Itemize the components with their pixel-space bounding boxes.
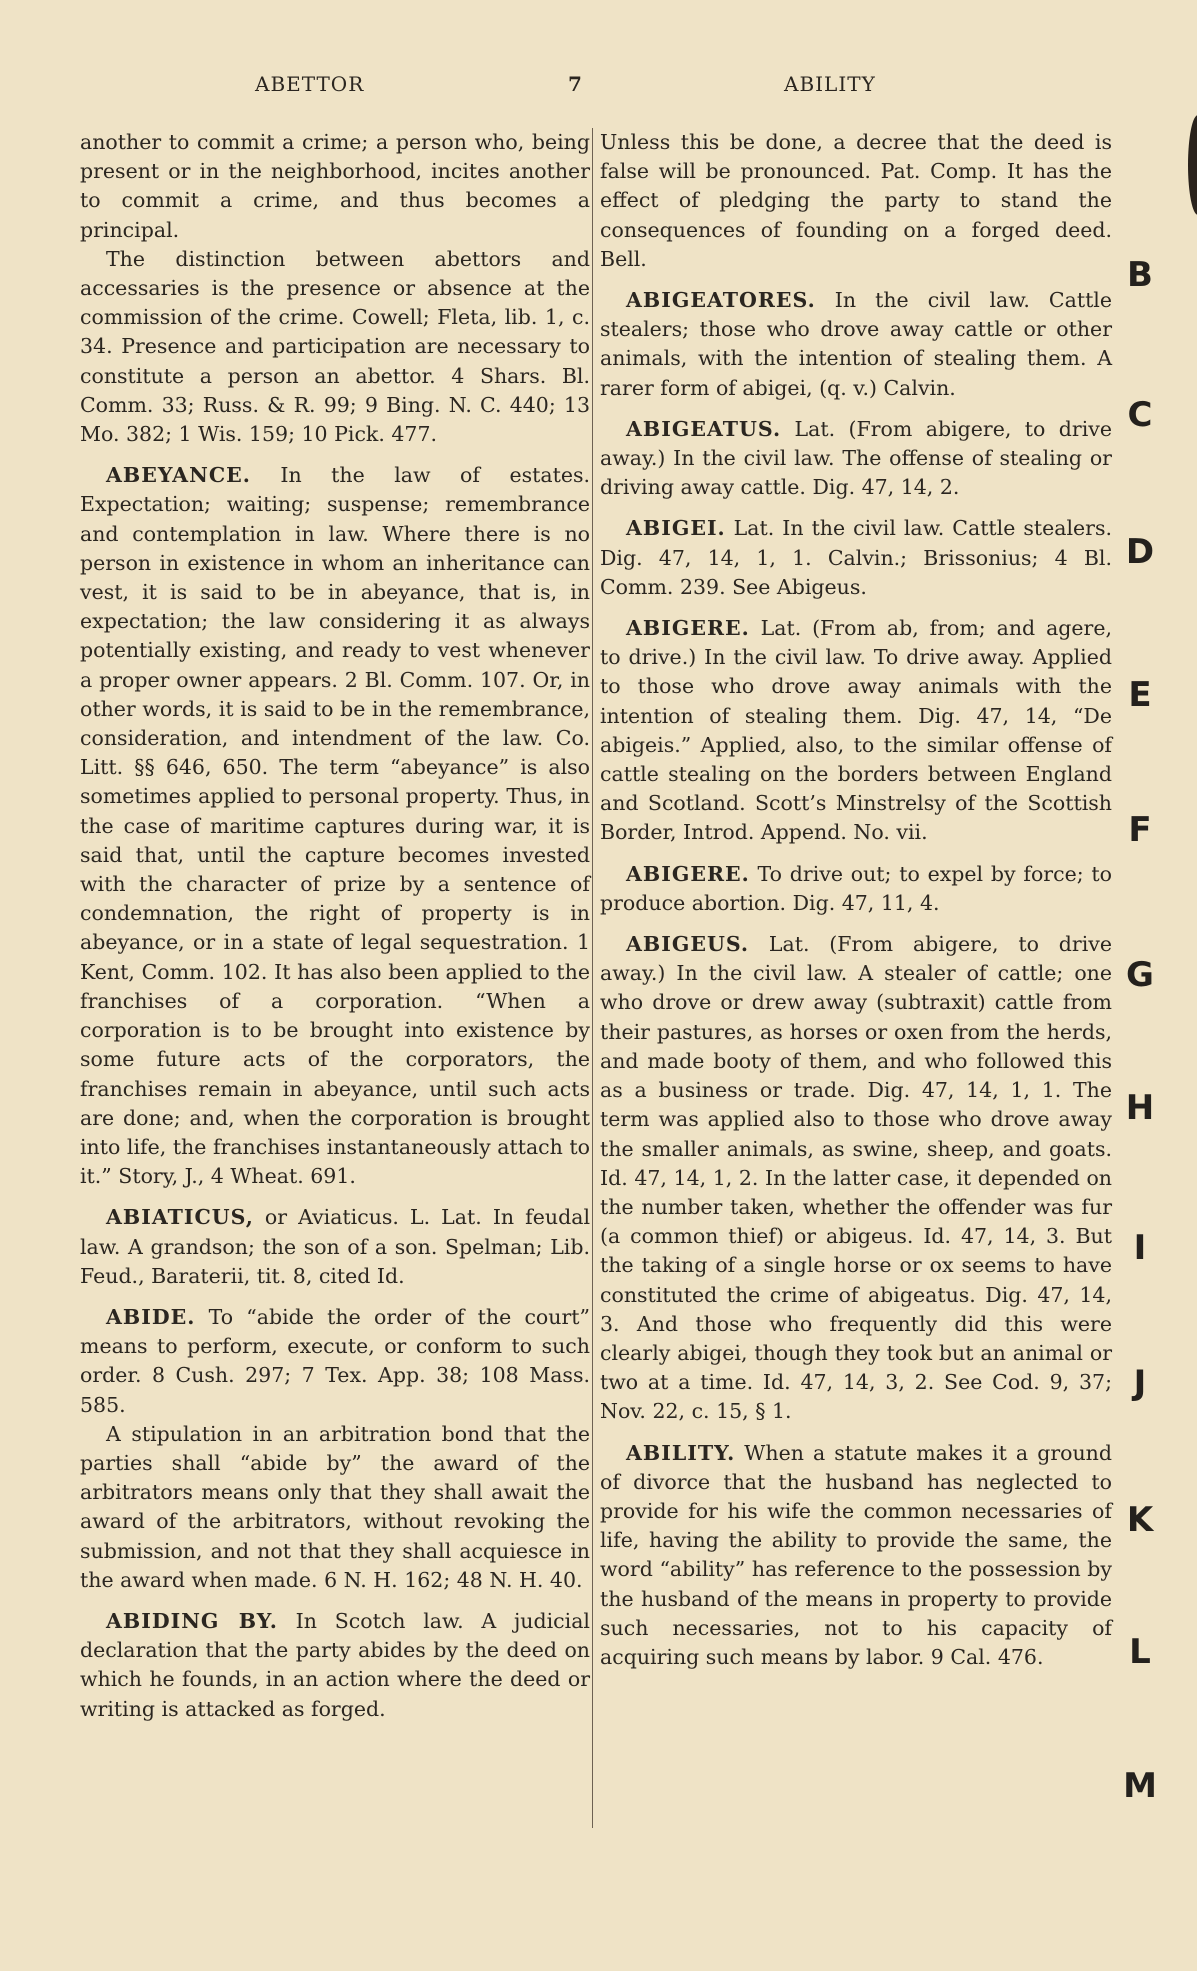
dictionary-entry [600,286,1112,403]
thumb-index-letter[interactable]: J [1133,1363,1147,1403]
header-last-term: ABILITY [784,72,876,96]
thumb-index-letter[interactable]: K [1126,1500,1154,1540]
thumb-index-letter[interactable]: E [1128,675,1152,715]
entry-text: Unless this be done, a decree that the deed is false will be pronounced. Pat. Comp. It has the effect of pledging the party to stand the consequences of founding on a forged deed. Bell. [600,130,1112,271]
thumb-index-letter[interactable]: G [1126,955,1154,995]
page-number: 7 [568,72,583,96]
entry-text: When a statute makes it a ground of divorce that the husband has neglected to provide for his wife the common necessaries of life, having the ability to provide the same, the word “ability” has reference to the possession by the husband of the means in property to provide such necessaries, not to his capacity of acquiring such means by labor. 9 Cal. 476. [600,1440,1112,1669]
dictionary-entry [80,1203,590,1291]
header-first-term: ABETTOR [255,72,365,96]
thumb-index-letter[interactable]: C [1127,395,1153,435]
thumb-index-letter[interactable]: F [1128,810,1152,850]
dictionary-entry [600,415,1112,503]
entry-paragraph [80,1420,590,1595]
entry-term: ABIDE. [106,1304,196,1329]
entry-paragraph [80,245,590,449]
entry-text: Lat. (From abigere, to drive away.) In the civil law. A stealer of cattle; one who drove or drew away (subtraxit) cattle from their pastures, as horses or oxen from the herds, and made booty of them, and who followed this as a business or trade. Dig. 47, 14, 1, 1. The term was applied also to those who drove away the smaller animals, as swine, sheep, and goats. Id. 47, 14, 1, 2. In the latter case, it depended on the number taken, whether the offender was fur (a common thief) or abigeus. Id. 47, 14, 3. But the taking of a single horse or ox seems to have constituted the crime of abigeatus. Dig. 47, 14, 3. And those who frequently did this were clearly abigei, though they took but an animal or two at a time. Id. 47, 14, 3, 2. See Cod. 9, 37; Nov. 22, c. 15, § 1. [600,932,1112,1424]
entry-text: Lat. (From abigere, to drive away.) In the civil law. The offense of stealing or driving away cattle. Dig. 47, 14, 2. [600,416,1112,500]
right-column [600,128,1112,1672]
entry-term: ABIDING BY. [106,1608,278,1633]
entry-text: In the law of estates. Expectation; waiting; suspense; remembrance and contemplation in law. Where there is no person in existence in whom an inheritance can vest, it is said to be in abeyance, that is, in expectation; the law considering it as always potentially existing, and ready to vest whenever a proper owner appears. 2 Bl. Comm. 107. Or, in other words, it is said to be in the remembrance, consideration, and intendment of the law. Co. Litt. §§ 646, 650. The term “abeyance” is also sometimes applied to personal property. Thus, in the case of maritime captures during war, it is said that, until the capture becomes invested with the character of prize by a sentence of condemnation, the right of property is in abeyance, or in a state of legal sequestration. 1 Kent, Comm. 102. It has also been applied to the franchises of a corporation. “When a corporation is to be brought into existence by some future acts of the corporators, the franchises remain in abeyance, until such acts are done; and, when the corporation is brought into life, the franchises instantaneously attach to it.” Story, J., 4 Wheat. 691. [80,463,590,1189]
entry-text: another to commit a crime; a person who, being present or in the neighborhood, incites another to commit a crime, and thus becomes a principal. [80,130,590,242]
entry-text: A stipulation in an arbitration bond that the parties shall “abide by” the award of the arbitrators means only that they shall await the award of the arbitrators, without revoking the submission, and not that they shall acquiesce in the award when made. 6 N. H. 162; 48 N. H. 40. [80,1421,590,1592]
thumb-index-letter[interactable]: I [1133,1228,1147,1268]
dictionary-entry [600,614,1112,848]
entry-term: ABILITY. [626,1440,736,1465]
entry-text: To drive out; to expel by force; to produce abortion. Dig. 47, 11, 4. [600,861,1112,915]
thumb-index-letter[interactable]: H [1125,1088,1155,1128]
dictionary-entry [600,930,1112,1426]
entry-term: ABIGEATUS. [626,416,782,441]
entry-text: In Scotch law. A judicial declaration that the party abides by the deed on which he founds, in an action where the deed or writing is attacked as forged. [80,1608,590,1721]
thumb-index-letter[interactable]: L [1129,1632,1151,1672]
entry-text: In the civil law. Cattle stealers; those who drove away cattle or other animals, with the intention of stealing them. A rarer form of abigei, (q. v.) Calvin. [600,288,1112,400]
entry-term: ABIGERE. [626,616,750,641]
entry-term: ABIGEUS. [626,932,750,957]
entry-term: ABEYANCE. [106,463,251,488]
thumb-index-letter[interactable]: M [1123,1766,1157,1806]
entry-term: ABIATICUS, [106,1205,254,1230]
entry-text: Lat. In the civil law. Cattle stealers. Dig. 47, 14, 1, 1. Calvin.; Brissonius; 4 Bl. Comm. 239. See Abigeus. [600,516,1112,599]
entry-term: ABIGEI. [626,516,726,541]
dictionary-entry [80,461,590,1191]
entry-term: ABIGEATORES. [626,288,816,313]
entry-text: The distinction between abettors and accessaries is the presence or absence at the commission of the crime. Cowell; Fleta, lib. 1, c. 34. Presence and participation are necessary to constitute a person an abettor. 4 Shars. Bl. Comm. 33; Russ. & R. 99; 9 Bing. N. C. 440; 13 Mo. 382; 1 Wis. 159; 10 Pick. 477. [80,246,590,447]
running-header [0,72,1197,102]
entry-text: To “abide the order of the court” means to perform, execute, or conform to such order. 8 Cush. 297; 7 Tex. App. 38; 108 Mass. 585. [80,1304,590,1417]
dictionary-entry [600,514,1112,602]
thumb-index-letter[interactable]: D [1125,532,1155,572]
dictionary-entry [600,1439,1112,1673]
left-column [80,128,590,1724]
entry-term: ABIGERE. [626,861,750,886]
entry-text: Lat. (From ab, from; and agere, to drive.) In the civil law. To drive away. Applied to those who drove away animals with the intention of stealing them. Dig. 47, 14, “De abigeis.” Applied, also, to the similar offense of cattle stealing on the borders between England and Scotland. Scott’s Minstrelsy of the Scottish Border, Introd. Append. No. vii. [600,616,1112,845]
thumb-index-letter[interactable]: B [1127,255,1153,295]
thumb-tab-notch [1188,115,1197,215]
column-divider [592,128,593,1828]
dictionary-entry [80,1303,590,1420]
entry-paragraph [600,128,1112,274]
entry-paragraph [80,128,590,245]
dictionary-entry [80,1607,590,1724]
dictionary-entry [600,860,1112,918]
entry-text: or Aviaticus. L. Lat. In feudal law. A grandson; the son of a son. Spelman; Lib. Feud., Baraterii, tit. 8, cited Id. [80,1205,590,1288]
